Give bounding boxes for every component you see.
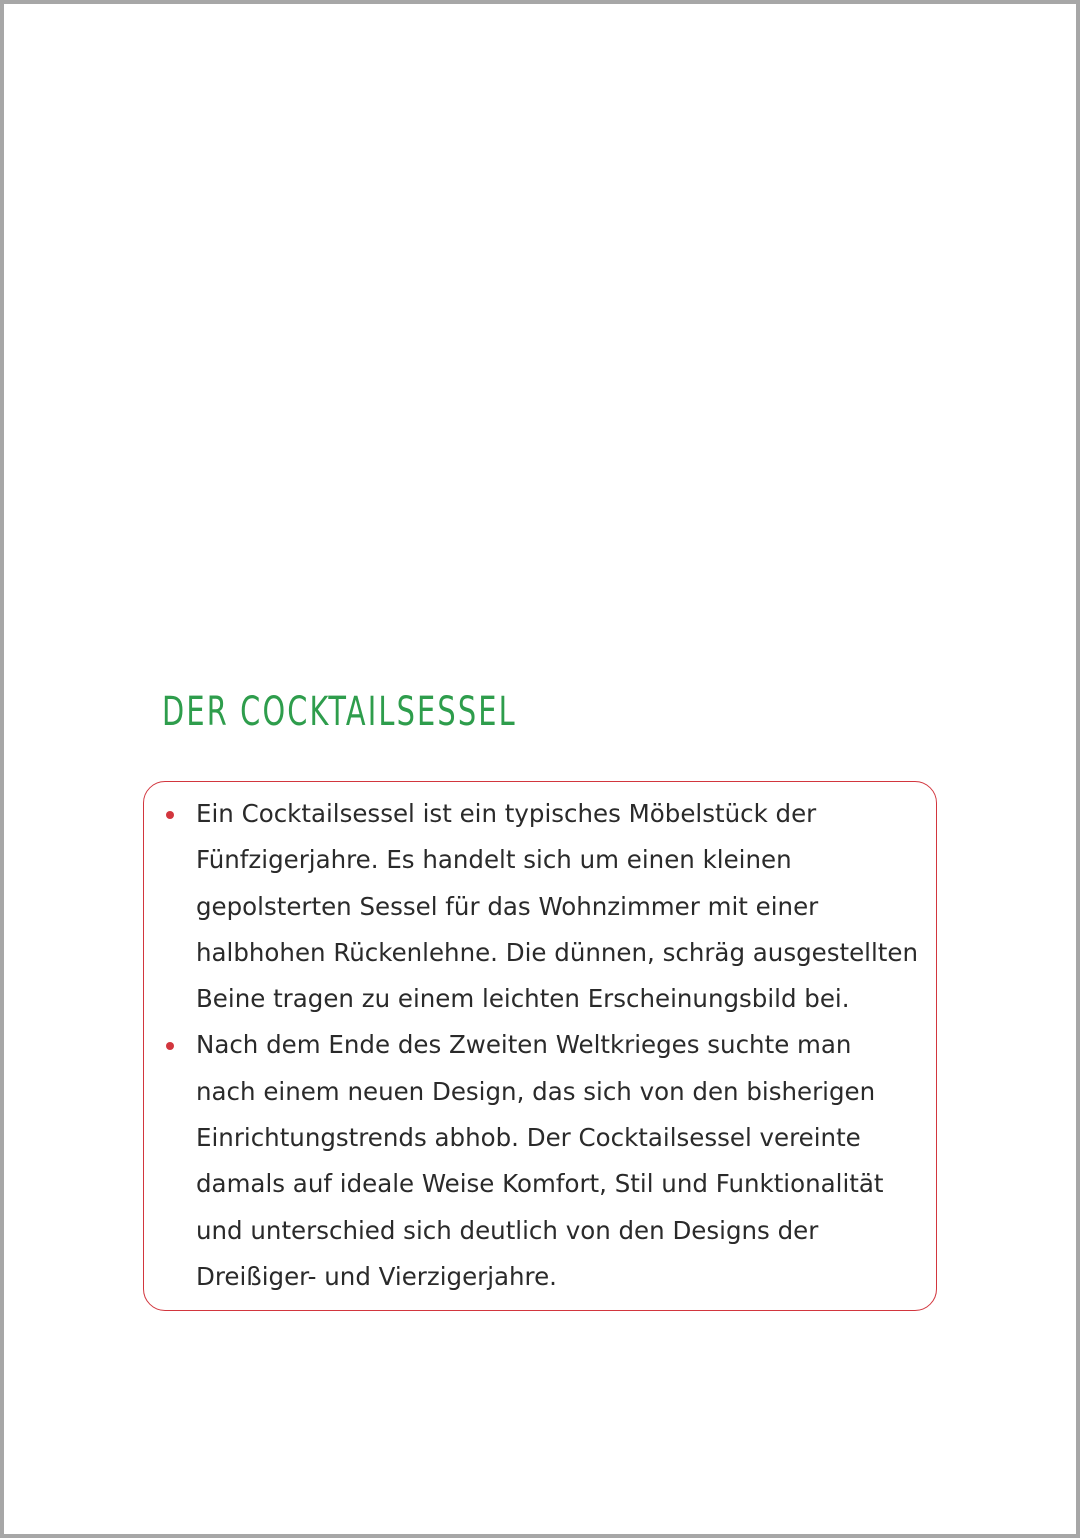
text-line: nach einem neuen Design, das sich von den bisherigen xyxy=(196,1076,876,1106)
text-line: Beine tragen zu einem leichten Erscheinungsbild bei. xyxy=(196,984,850,1014)
text-line: Ein Cocktailsessel ist ein typisches Möbelstück der xyxy=(196,799,817,828)
list-item xyxy=(196,791,926,1022)
bullet-icon xyxy=(166,811,174,819)
list-item xyxy=(196,1022,926,1300)
bullet-list xyxy=(196,791,926,1300)
text-line: Nach dem Ende des Zweiten Weltkrieges suchte man xyxy=(196,1030,852,1060)
text-line: gepolsterten Sessel für das Wohnzimmer mit einer xyxy=(196,891,819,921)
text-line: damals auf ideale Weise Komfort, Stil und Funktionalität xyxy=(196,1169,884,1199)
page-title: DER COCKTAILSESSEL xyxy=(162,689,517,735)
text-line: Fünfzigerjahre. Es handelt sich um einen kleinen xyxy=(196,845,792,875)
text-line: halbhohen Rückenlehne. Die dünnen, schräg ausgestellten xyxy=(196,937,918,967)
text-line: und unterschied sich deutlich von den Designs der xyxy=(196,1215,819,1245)
text-line: Dreißiger- und Vierzigerjahre. xyxy=(196,1261,557,1291)
text-line: Einrichtungstrends abhob. Der Cocktailsessel vereinte xyxy=(196,1123,861,1153)
